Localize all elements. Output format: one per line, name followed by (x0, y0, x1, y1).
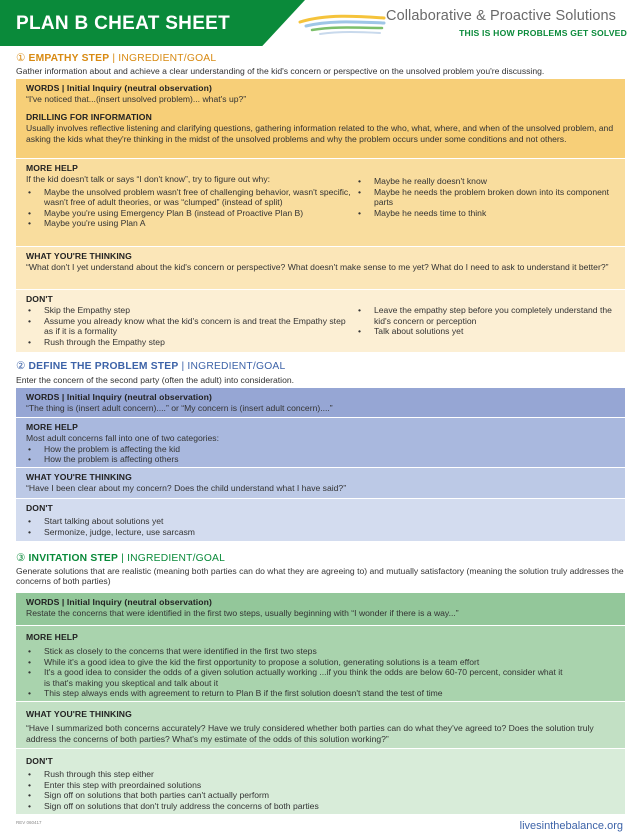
empathy-thinking-text: “What don't I yet understand about the kid's concern or perspective? What doesn't make sense to me yet? What do I need to ask to understand it better?” (26, 262, 609, 273)
empathy-thinking-title: WHAT YOU'RE THINKING (26, 251, 132, 261)
list-item: • Maybe he really doesn't know (356, 176, 617, 186)
empathy-step-intro: Gather information about and achieve a clear understanding of the kid's concern or perspective on the unsolved problem you're discussing. (16, 66, 545, 76)
define-thinking-title: WHAT YOU'RE THINKING (26, 472, 132, 482)
empathy-more-help-box (16, 159, 625, 246)
brand-logo-icon (296, 8, 390, 40)
empathy-drilling-title: DRILLING FOR INFORMATION (26, 111, 152, 122)
define-thinking-box (16, 468, 625, 498)
list-item: • Rush through the Empathy step (26, 337, 356, 347)
list-item: • Stick as closely to the concerns that were identified in the first two steps (26, 646, 567, 656)
invitation-thinking-title: WHAT YOU'RE THINKING (26, 709, 132, 719)
empathy-thinking-box (16, 247, 625, 289)
list-item: • While it's a good idea to give the kid the first opportunity to propose a solution, generating solutions is a team effort (26, 657, 567, 667)
invitation-step-heading: ③ INVITATION STEP | INGREDIENT/GOAL (16, 553, 226, 564)
website-link[interactable]: livesinthebalance.org (519, 820, 623, 832)
list-item: • Maybe the unsolved problem wasn't free of challenging behavior, wasn't specific, wasn't free of adult theories, or was “clumped” (instead of split) (26, 187, 356, 208)
page-title: PLAN B CHEAT SHEET (16, 13, 231, 34)
invitation-dont-box (16, 749, 625, 814)
invitation-step-intro: Generate solutions that are realistic (meaning both parties can do what they are agreeing to) and mutually satisfactory (meaning the solution truly addresses the concerns of both parties) (16, 566, 624, 587)
invitation-thinking-box (16, 702, 625, 748)
list-item: • Maybe he needs the problem broken down into its component parts (356, 187, 617, 208)
header (0, 0, 641, 46)
invitation-thinking-text: “Have I summarized both concerns accurately? Have we truly considered whether both parties can do what they've agreed to? Does the solution truly address the concerns of both parties? What's my estimate of the odds of this solution working?” (26, 723, 594, 744)
list-item: • How the problem is affecting others (26, 454, 617, 464)
empathy-drilling-text: Usually involves reflective listening and clarifying questions, gathering information related to the who, what, where, and when of the unsolved problem, and asking the kids what they're thinking in the midst of the unsolved problems and why the problem occurs under some conditions and not others. (26, 123, 614, 144)
invitation-more-help-box (16, 626, 625, 701)
define-more-help-title: MORE HELP (26, 422, 78, 432)
define-thinking-text: “Have I been clear about my concern? Does the child understand what I have said?” (26, 483, 347, 494)
list-item: • This step always ends with agreement to return to Plan B if the first solution doesn't stand the test of time (26, 688, 567, 698)
list-item: • Enter this step with preordained solutions (26, 780, 617, 790)
empathy-step-heading: ① EMPATHY STEP | INGREDIENT/GOAL (16, 53, 217, 64)
list-item: • Maybe he needs time to think (356, 208, 617, 218)
empathy-words-box (16, 79, 625, 158)
list-item: • Assume you already know what the kid's concern is and treat the Empathy step as if it is a formality (26, 316, 356, 337)
empathy-more-help-intro: If the kid doesn't talk or says “I don't know”, try to figure out why: (26, 174, 271, 185)
empathy-words-title: WORDS | Initial Inquiry (neutral observation) (26, 83, 212, 93)
define-words-title: WORDS | Initial Inquiry (neutral observation) (26, 392, 212, 402)
define-step-heading: ② DEFINE THE PROBLEM STEP | INGREDIENT/GOAL (16, 361, 286, 372)
empathy-dont-box (16, 290, 625, 352)
invitation-words-text: Restate the concerns that were identified in the first two steps, usually beginning with “I wonder if there is a way...” (26, 608, 459, 619)
list-item: • Sermonize, judge, lecture, use sarcasm (26, 527, 617, 537)
list-item: • Maybe you're using Emergency Plan B (instead of Proactive Plan B) (26, 208, 356, 218)
invitation-words-box (16, 593, 625, 625)
define-dont-title: DON'T (26, 503, 53, 513)
tagline: THIS IS HOW PROBLEMS GET SOLVED (459, 28, 627, 38)
list-item: • Sign off on solutions that don't truly address the concerns of both parties (26, 801, 617, 811)
list-item: • Leave the empathy step before you completely understand the kid's concern or perception (356, 305, 617, 326)
list-item: • Skip the Empathy step (26, 305, 356, 315)
empathy-words-text: “I've noticed that...(insert unsolved problem)... what's up?” (26, 94, 247, 105)
revision-code: REV 060417 (16, 820, 42, 825)
list-item: • Sign off on solutions that both parties can't actually perform (26, 790, 617, 800)
invitation-words-title: WORDS | Initial Inquiry (neutral observation) (26, 597, 212, 607)
list-item: • How the problem is affecting the kid (26, 444, 617, 454)
list-item: • Maybe you're using Plan A (26, 218, 356, 228)
list-item: • Talk about solutions yet (356, 326, 617, 336)
list-item: • Rush through this step either (26, 769, 617, 779)
define-step-intro: Enter the concern of the second party (often the adult) into consideration. (16, 375, 295, 385)
invitation-more-help-title: MORE HELP (26, 632, 78, 642)
define-words-box (16, 388, 625, 417)
empathy-dont-title: DON'T (26, 294, 53, 304)
brand-name: Collaborative & Proactive Solutions (386, 8, 617, 24)
define-dont-box (16, 499, 625, 541)
define-words-text: “The thing is (insert adult concern)....” or “My concern is (insert adult concern)....” (26, 403, 333, 414)
list-item: • It's a good idea to consider the odds of a given solution actually working ...if you think the odds are below 60-70 percent, consider what it is that's making you skeptical and talk about it (26, 667, 567, 688)
empathy-more-help-title: MORE HELP (26, 163, 78, 173)
list-item: • Start talking about solutions yet (26, 516, 617, 526)
invitation-dont-title: DON'T (26, 756, 53, 766)
define-more-help-intro: Most adult concerns fall into one of two categories: (26, 433, 219, 444)
define-more-help-box (16, 418, 625, 467)
